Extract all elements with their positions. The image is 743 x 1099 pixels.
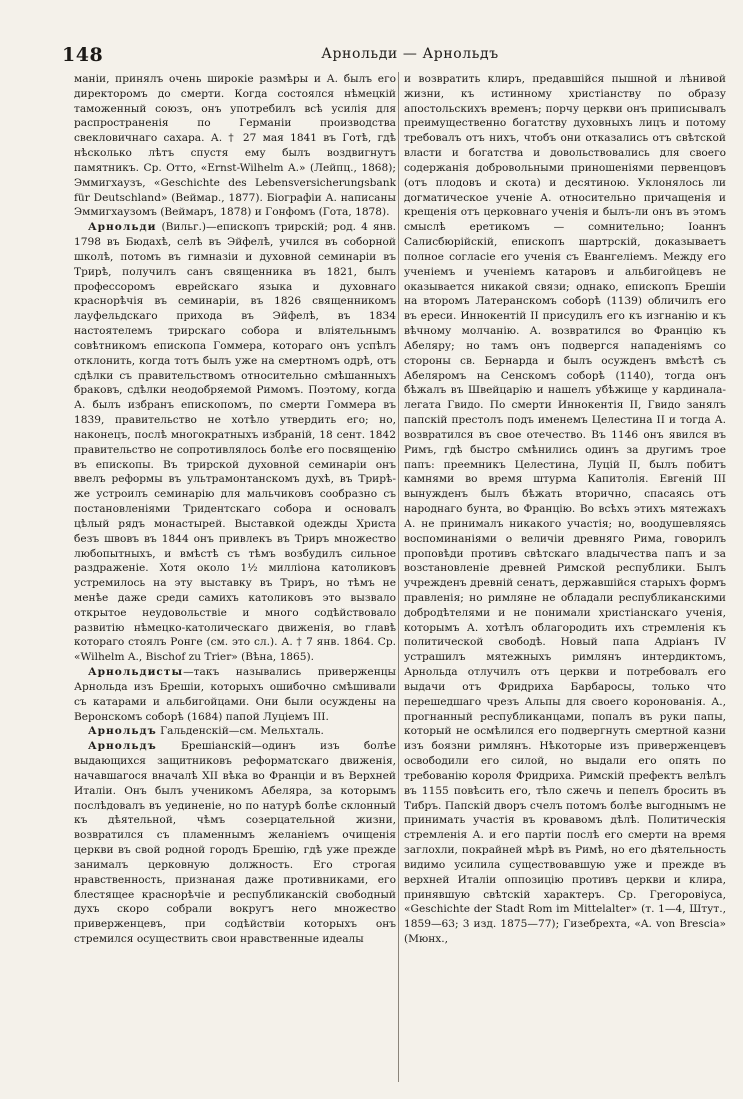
headword: Арнольдъ [88, 725, 157, 738]
article-arnold-galdensky [74, 724, 396, 739]
article-arnoldi-wilhelm [74, 220, 396, 665]
article-continuation: и возвратить клиръ, предавшiйся пышной и лѣнивой жизни, къ истинному христiанству по образу апостольскихъ временъ; порчу церкви онъ приписывалъ преимущественно богатству духовныхъ лицъ и потому требовалъ отъ нихъ, чтобъ они отказались отъ свѣтской власти и богатства и довольствовались для своего содержанiя добровольными приношенiями первенцовъ (отъ плодовъ и скота) и десятиною. Уклонялось ли догматическое ученiе А. относительно причащенiя и крещенiя отъ церковнаго ученiя и былъ-ли онъ въ этомъ смыслѣ еретикомъ — сомнительно; Iоаннъ Салисбюрiйскiй, епископъ шартрскiй, доказываетъ полное согласiе его ученiя съ Евангелiемъ. Между его ученiемъ и ученiемъ катаровъ и альбигойцевъ не оказывается никакой связи; однако, епископъ Брешiи на второмъ Латеранскомъ соборѣ (1139) обличилъ его въ ереси. Иннокентiй II присудилъ его къ изгнанiю и къ вѣчному молчанiю. А. возвратился во Францiю къ Абеляру; но тамъ онъ подвергся нападенiямъ со стороны св. Бернарда и былъ осужденъ вмѣстѣ съ Абеляромъ на Сенскомъ соборѣ (1140), тогда онъ бѣжалъ въ Швейцарiю и нашелъ убѣжище у кардинала-легата Гвидо. По смерти Иннокентiя II, Гвидо занялъ папскiй престолъ подъ именемъ Целестина II и тогда А. возвратился въ свое отечество. Въ 1146 онъ явился въ Римъ, гдѣ быстро смѣнились одинъ за другимъ трое папъ: преемникъ Целестина, Луцiй II, былъ побитъ камнями во время штурма Капитолiя. Евгенiй III вынужденъ былъ бѣжать вторично, спасаясь отъ народнаго бунта, во Францiю. Во всѣхъ этихъ мятежахъ А. не принималъ никакого участiя; но, воодушевляясь воспоминанiями о величiи древняго Рима, говорилъ проповѣди противъ свѣтскаго владычества папъ и за возстановленiе древней Римской республики. Былъ учрежденъ древнiй сенатъ, державшiйся старыхъ формъ правленiя; но римляне не обладали республиканскими добродѣтелями и не понимали христiанскаго ученiя, которымъ А. хотѣлъ облагородить ихъ стремленiя къ политической свободѣ. Новый папа Адрiанъ IV устрашилъ мятежныхъ римлянъ интердиктомъ, Арнольда отлучилъ отъ церкви и потребовалъ его выдачи отъ Фридриха Барбаросы, только что перешедшаго чрезъ Альпы для своего коронованiя. А., прогнанный республиканцами, попалъ въ руки папы, который не осмѣлился его подвергнуть смертной казни изъ боязни римлянъ. Нѣкоторые изъ приверженцевъ освободили его силой, но выдали его опять по требованiю короля Фридриха. Римскiй префектъ велѣлъ въ 1155 повѣсить его, тѣло сжечь и пепелъ бросить въ Тибръ. Папскiй дворъ счелъ потомъ болѣе выгоднымъ не принимать участiя въ кровавомъ дѣлѣ. Политическiя стремленiя А. и его партiи послѣ его смерти на время заглохли, покрайней мѣрѣ въ Римѣ, но его дѣятельность видимо усилила существовавшую уже и прежде въ верхней Италiи оппозицiю противъ церкви и клира, принявшую свѣтскiй характеръ. Ср. Грегоровiуса, «Geschichte der Stadt Rom im Mittelalter» (т. 1—4, Штут., 1859—63; 3 изд. 1875—77); Гизебрехта, «A. von Brescia» (Мюнх., [404, 73, 726, 946]
left-column [74, 72, 396, 1086]
article-arnoldisty [74, 665, 396, 724]
headword: Арнольдисты [88, 666, 184, 679]
headword: Арнольди [88, 221, 157, 234]
running-head: Арнольди — Арнольдъ [321, 46, 499, 62]
headword: Арнольдъ [88, 740, 157, 753]
right-column [404, 72, 726, 1086]
article-continuation: манiи, принялъ очень широкiе размѣры и А. былъ его директоромъ до смерти. Когда состоялся нѣмецкiй таможенный союзъ, онъ употребилъ всѣ усилiя для распространенiя по Германiи производства свекловичнаго сахара. А. † 27 мая 1841 въ Готѣ, гдѣ нѣсколько лѣтъ спустя ему былъ воздвигнутъ памятникъ. Ср. Отто, «Ernst-Wilhelm A.» (Лейпц., 1868); Эммигхаузъ, «Geschichte des Lebensversicherungsbank für Deutschland» (Веймар., 1877). Бiографiи А. написаны Эммигхаузомъ (Веймаръ, 1878) и Гонфомъ (Гота, 1878). [74, 73, 396, 219]
column-divider [398, 72, 399, 1082]
page-number: 148 [62, 44, 104, 66]
article-body: Гальденскiй—см. Мельхталь. [156, 725, 324, 738]
article-body: —такъ назывались приверженцы Арнольда изъ Брешiи, которыхъ ошибочно смѣшивали съ катарами и альбигойцами. Они были осуждены на Веронскомъ соборѣ (1684) папой Луцiемъ III. [74, 666, 396, 723]
article-body: Брешiанскiй—одинъ изъ болѣе выдающихся защитниковъ реформатскаго движенiя, начавшагося вначалѣ XII вѣка во Францiи и въ Верхней Италiи. Онъ былъ ученикомъ Абеляра, за которымъ послѣдовалъ въ уединенiе, но по натурѣ болѣе склонный къ дѣятельной, чѣмъ созерцательной жизни, возвратился съ пламеннымъ желанiемъ очищенiя церкви въ свой родной городъ Брешiю, гдѣ уже прежде занималъ церковную должность. Его строгая нравственность, признаная даже противниками, его блестящее краснорѣчiе и республиканскiй свободный духъ скоро собрали вокругъ него множество приверженцевъ, при содѣйствiи которыхъ онъ стремился осуществить свои нравственные идеалы [74, 740, 396, 946]
article-body: (Вильг.)—епископъ трирскiй; род. 4 янв. 1798 въ Бюдахѣ, селѣ въ Эйфелѣ, учился въ соборной школѣ, потомъ въ гимназiи и духовной семинарiи въ Трирѣ, получилъ санъ священника въ 1821, былъ профессоромъ еврейскаго языка и духовнаго краснорѣчiя въ семинарiи, въ 1826 священникомъ лауфельдскаго прихода въ Эйфелѣ, въ 1834 настоятелемъ трирскаго собора и влiятельнымъ совѣтникомъ епископа Гоммера, котораго онъ успѣлъ отклонить, когда тотъ былъ уже на смертномъ одрѣ, отъ сдѣлки съ правительствомъ относительно смѣшанныхъ браковъ, сдѣлки неодобряемой Римомъ. Поэтому, когда А. былъ избранъ епископомъ, по смерти Гоммера въ 1839, правительство не хотѣло утвердить его; но, наконецъ, послѣ многократныхъ избранiй, 18 сент. 1842 правительство не сопротивлялось болѣе его посвященiю въ епископы. Въ трирской духовной семинарiи онъ ввелъ реформы въ ультрамонтанскомъ духѣ, въ Трирѣ-же устроилъ семинарiю для мальчиковъ сообразно съ постановленiями Тридентскаго собора и основалъ цѣлый рядъ монастырей. Выставкой одежды Христа безъ швовъ въ 1844 онъ привлекъ въ Триръ множество любопытныхъ, и вмѣстѣ съ тѣмъ возбудилъ сильное раздраженiе. Хотя около 1½ миллiона католиковъ устремилось на эту выставку въ Триръ, но тѣмъ не менѣе даже среди самихъ католиковъ это вызвало открытое неудовольствiе и много содѣйствовало развитiю нѣмецко-католическаго движенiя, во главѣ котораго стоялъ Ронге (см. это сл.). А. † 7 янв. 1864. Ср. «Wilhelm A., Bischof zu Trier» (Вѣна, 1865). [74, 221, 396, 664]
article-arnold-breshiansky [74, 739, 396, 947]
